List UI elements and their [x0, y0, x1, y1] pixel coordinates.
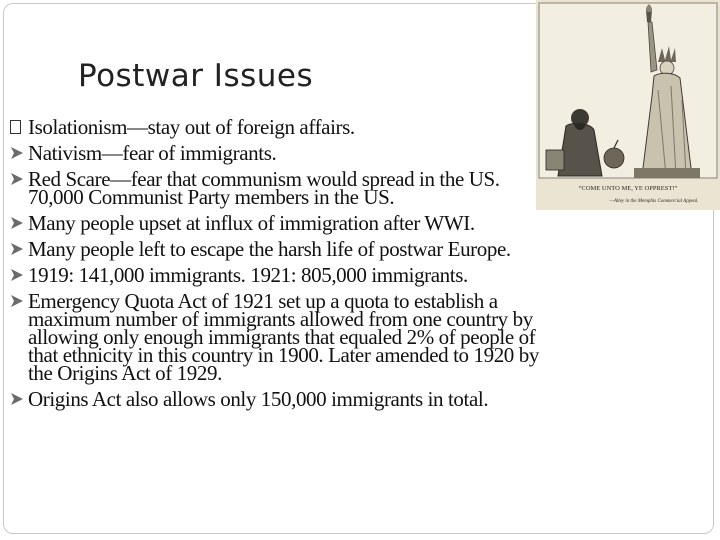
bullet-item	[10, 141, 555, 165]
bullet-item	[10, 237, 555, 261]
bullet-item	[10, 387, 555, 411]
political-cartoon-image	[536, 0, 720, 210]
bullet-text: Emergency Quota Act of 1921 set up a quota to establish a maximum number of immigrants allowed from one country by allowing only enough immigrants that equaled 2% of people of that ethnicity in this country in 1900. Later amended to 1920 by the Origins Act of 1929.	[28, 289, 539, 385]
bullet-text: Nativism—fear of immigrants.	[28, 141, 277, 165]
bullet-item	[10, 115, 555, 139]
arrow-bullet-icon	[10, 145, 25, 161]
arrow-bullet-icon	[10, 293, 25, 309]
bullet-item	[10, 289, 555, 385]
cartoon-caption: “COME UNTO ME, YE OPPREST!”	[578, 185, 678, 192]
bullet-item	[10, 167, 555, 209]
checkbox-bullet-icon	[10, 119, 25, 135]
bullet-text: Red Scare—fear that communism would spread in the US. 70,000 Communist Party members in the US.	[28, 167, 500, 209]
arrow-bullet-icon	[10, 267, 25, 283]
bullet-list	[10, 115, 555, 416]
slide-title: Postwar Issues	[78, 58, 314, 94]
bullet-item	[10, 263, 555, 287]
bullet-text: 1919: 141,000 immigrants. 1921: 805,000 immigrants.	[28, 263, 468, 287]
arrow-bullet-icon	[10, 171, 25, 187]
arrow-bullet-icon	[10, 215, 25, 231]
bullet-text: Many people left to escape the harsh life of postwar Europe.	[28, 237, 511, 261]
bullet-text: Isolationism—stay out of foreign affairs.	[28, 115, 355, 139]
bullet-text: Origins Act also allows only 150,000 immigrants in total.	[28, 387, 489, 411]
cartoon-credit: —Alley in the Memphis Commercial Appeal.	[609, 199, 699, 204]
bullet-item	[10, 211, 555, 235]
bullet-text: Many people upset at influx of immigration after WWI.	[28, 211, 475, 235]
arrow-bullet-icon	[10, 391, 25, 407]
arrow-bullet-icon	[10, 241, 25, 257]
